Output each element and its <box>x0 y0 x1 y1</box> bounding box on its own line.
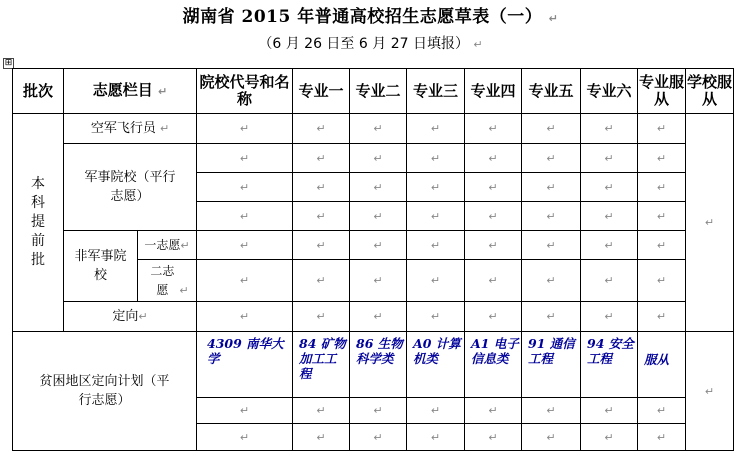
page-title <box>0 2 741 27</box>
input-cell[interactable]: ↵ <box>293 398 350 424</box>
input-cell[interactable]: ↵ <box>293 231 350 260</box>
input-cell[interactable]: ↵ <box>350 144 407 173</box>
header-major4: 专业四 <box>465 69 522 114</box>
paragraph-mark: ↵ <box>473 38 483 51</box>
input-cell[interactable]: ↵ <box>350 114 407 144</box>
input-cell[interactable]: ↵ <box>581 231 638 260</box>
input-cell[interactable]: ↵ <box>522 302 581 332</box>
header-major1: 专业一 <box>293 69 350 114</box>
first-choice-label: 一志愿↵ <box>138 231 197 260</box>
input-cell[interactable]: ↵ <box>350 202 407 231</box>
input-cell[interactable]: ↵ <box>197 202 293 231</box>
entry-major6[interactable]: 94 安全工程 <box>581 332 638 398</box>
table-row <box>13 231 734 260</box>
input-cell[interactable]: ↵ <box>638 114 686 144</box>
air-pilot-label: 空军飞行员 ↵ <box>64 114 197 144</box>
input-cell[interactable]: ↵ <box>407 144 465 173</box>
input-cell[interactable]: ↵ <box>522 202 581 231</box>
input-cell[interactable]: ↵ <box>522 260 581 302</box>
input-cell[interactable]: ↵ <box>350 173 407 202</box>
input-cell[interactable]: ↵ <box>197 398 293 424</box>
input-cell[interactable]: ↵ <box>407 424 465 451</box>
table-header-row <box>13 69 734 114</box>
entry-major4[interactable]: A1 电子信息类 <box>465 332 522 398</box>
school-obey-cell[interactable]: ↵ <box>686 114 734 332</box>
input-cell[interactable]: ↵ <box>407 114 465 144</box>
input-cell[interactable]: ↵ <box>522 398 581 424</box>
table-row <box>13 114 734 144</box>
input-cell[interactable]: ↵ <box>465 144 522 173</box>
input-cell[interactable]: ↵ <box>197 302 293 332</box>
entry-major1[interactable]: 84 矿物加工工程 <box>293 332 350 398</box>
title-text: 湖南省 2015 年普通高校招生志愿草表（一） <box>182 7 543 27</box>
input-cell[interactable]: ↵ <box>581 173 638 202</box>
input-cell[interactable]: ↵ <box>522 173 581 202</box>
input-cell[interactable]: ↵ <box>581 260 638 302</box>
input-cell[interactable]: ↵ <box>638 202 686 231</box>
input-cell[interactable]: ↵ <box>465 398 522 424</box>
school-obey-cell[interactable]: ↵ <box>686 332 734 451</box>
table-row <box>13 144 734 173</box>
table-row <box>13 302 734 332</box>
input-cell[interactable]: ↵ <box>522 424 581 451</box>
input-cell[interactable]: ↵ <box>350 398 407 424</box>
input-cell[interactable]: ↵ <box>293 302 350 332</box>
input-cell[interactable]: ↵ <box>465 231 522 260</box>
input-cell[interactable]: ↵ <box>465 302 522 332</box>
input-cell[interactable]: ↵ <box>638 144 686 173</box>
input-cell[interactable]: ↵ <box>293 173 350 202</box>
header-school: 院校代号和名称 <box>197 69 293 114</box>
input-cell[interactable]: ↵ <box>522 231 581 260</box>
entry-school[interactable]: 4309 南华大学 <box>197 332 293 398</box>
input-cell[interactable]: ↵ <box>350 424 407 451</box>
input-cell[interactable]: ↵ <box>638 260 686 302</box>
entry-major3[interactable]: A0 计算机类 <box>407 332 465 398</box>
table-move-handle-icon[interactable]: ⊞ <box>4 58 13 68</box>
input-cell[interactable]: ↵ <box>197 231 293 260</box>
input-cell[interactable]: ↵ <box>638 424 686 451</box>
batch-early-cell <box>13 114 64 332</box>
input-cell[interactable]: ↵ <box>293 260 350 302</box>
batch-early-label: 本科提前批 <box>31 176 45 268</box>
input-cell[interactable]: ↵ <box>581 114 638 144</box>
header-column: 志愿栏目 ↵ <box>64 69 197 114</box>
directed-label: 定向↵ <box>64 302 197 332</box>
header-school-obey: 学校服从 <box>686 69 734 114</box>
military-academy-label: 军事院校（平行志愿） <box>64 144 197 231</box>
non-military-label: 非军事院校 <box>64 231 138 302</box>
entry-major-obey[interactable]: 服从 <box>638 332 686 398</box>
input-cell[interactable]: ↵ <box>407 173 465 202</box>
header-major3: 专业三 <box>407 69 465 114</box>
input-cell[interactable]: ↵ <box>638 302 686 332</box>
header-batch: 批次 <box>13 69 64 114</box>
input-cell[interactable]: ↵ <box>407 231 465 260</box>
page-subtitle <box>0 33 741 53</box>
input-cell[interactable]: ↵ <box>465 114 522 144</box>
input-cell[interactable]: ↵ <box>293 202 350 231</box>
input-cell[interactable]: ↵ <box>197 144 293 173</box>
input-cell[interactable]: ↵ <box>407 260 465 302</box>
input-cell[interactable]: ↵ <box>638 173 686 202</box>
header-major-obey: 专业服从 <box>638 69 686 114</box>
input-cell[interactable]: ↵ <box>197 173 293 202</box>
input-cell[interactable]: ↵ <box>293 114 350 144</box>
entry-major5[interactable]: 91 通信工程 <box>522 332 581 398</box>
header-major5: 专业五 <box>522 69 581 114</box>
input-cell[interactable]: ↵ <box>407 302 465 332</box>
input-cell[interactable]: ↵ <box>638 398 686 424</box>
input-cell[interactable]: ↵ <box>197 424 293 451</box>
input-cell[interactable]: ↵ <box>350 302 407 332</box>
input-cell[interactable]: ↵ <box>293 144 350 173</box>
input-cell[interactable]: ↵ <box>407 202 465 231</box>
paragraph-mark: ↵ <box>548 12 559 25</box>
input-cell[interactable]: ↵ <box>197 260 293 302</box>
table-row <box>13 332 734 398</box>
input-cell[interactable]: ↵ <box>522 144 581 173</box>
input-cell[interactable]: ↵ <box>293 424 350 451</box>
input-cell[interactable]: ↵ <box>407 398 465 424</box>
input-cell[interactable]: ↵ <box>465 260 522 302</box>
input-cell[interactable]: ↵ <box>465 424 522 451</box>
subtitle-text: （6 月 26 日至 6 月 27 日填报） <box>258 36 469 52</box>
input-cell[interactable]: ↵ <box>581 398 638 424</box>
header-major2: 专业二 <box>350 69 407 114</box>
input-cell[interactable]: ↵ <box>581 144 638 173</box>
input-cell[interactable]: ↵ <box>581 302 638 332</box>
input-cell[interactable]: ↵ <box>465 173 522 202</box>
input-cell[interactable]: ↵ <box>197 114 293 144</box>
second-choice-label: 二志愿 ↵ <box>138 260 197 302</box>
poverty-plan-label: 贫困地区定向计划（平行志愿） <box>13 332 197 451</box>
input-cell[interactable]: ↵ <box>581 202 638 231</box>
header-major6: 专业六 <box>581 69 638 114</box>
input-cell[interactable]: ↵ <box>465 202 522 231</box>
input-cell[interactable]: ↵ <box>581 424 638 451</box>
application-form-table <box>12 68 734 451</box>
entry-major2[interactable]: 86 生物科学类 <box>350 332 407 398</box>
input-cell[interactable]: ↵ <box>638 231 686 260</box>
input-cell[interactable]: ↵ <box>350 231 407 260</box>
input-cell[interactable]: ↵ <box>350 260 407 302</box>
input-cell[interactable]: ↵ <box>522 114 581 144</box>
